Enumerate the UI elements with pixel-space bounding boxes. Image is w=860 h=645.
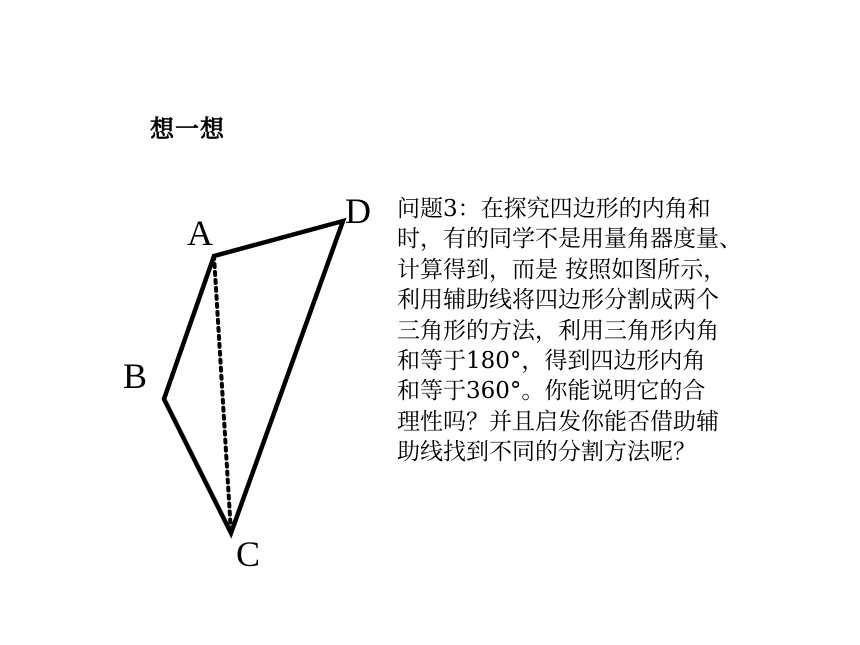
problem-text bbox=[397, 194, 817, 468]
problem-line: 和等于180°，得到四边形内角 bbox=[397, 348, 706, 375]
problem-line: 助线找到不同的分割方法呢？ bbox=[397, 439, 696, 466]
problem-line: 三角形的方法，利用三角形内角 bbox=[397, 317, 719, 344]
vertex-label-a: A bbox=[187, 213, 213, 253]
problem-line: 理性吗？并且启发你能否借助辅 bbox=[397, 408, 719, 435]
problem-line: 利用辅助线将四边形分割成两个 bbox=[397, 287, 719, 314]
problem-line: 计算得到，而是 按照如图所示， bbox=[397, 256, 727, 283]
problem-line: 问题3：在探究四边形的内角和 bbox=[397, 196, 711, 222]
vertex-label-d: D bbox=[345, 191, 371, 231]
problem-line: 和等于360°。你能说明它的合 bbox=[397, 378, 706, 405]
vertex-label-c: C bbox=[236, 534, 261, 574]
heading-think: 想一想 bbox=[150, 115, 225, 143]
problem-line: 时，有的同学不是用量角器度量、 bbox=[397, 226, 742, 253]
quadrilateral-abcd bbox=[164, 221, 343, 533]
vertex-label-b: B bbox=[123, 356, 148, 396]
auxiliary-diagonal-ac bbox=[214, 256, 231, 533]
